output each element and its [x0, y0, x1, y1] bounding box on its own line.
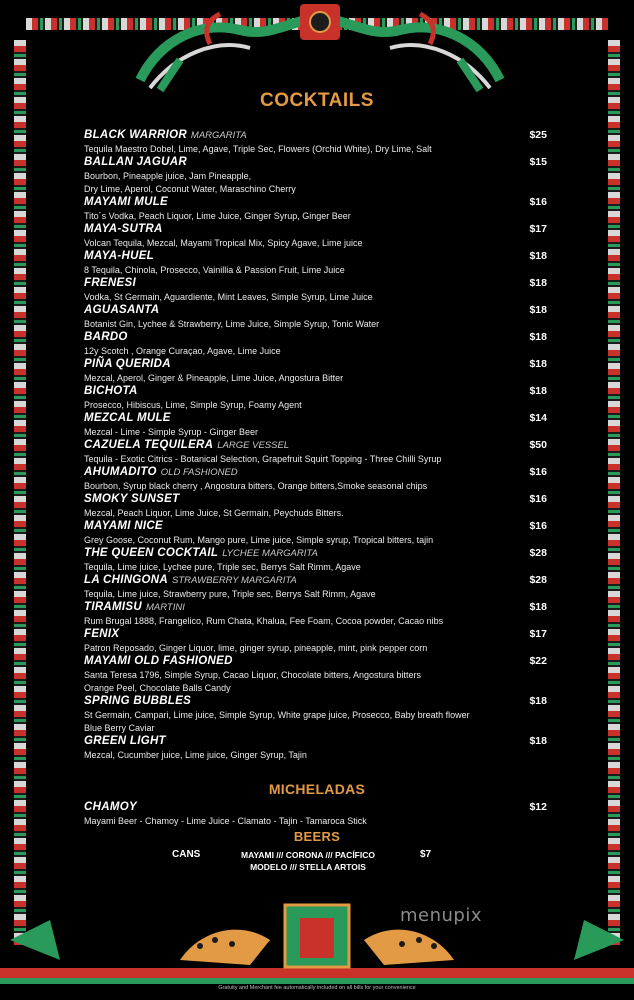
cans-label: CANS — [172, 849, 201, 860]
item-description: Tequila, Lime juice, Lychee pure, Triple sec, Berrys Salt Rimm, Agave — [84, 562, 361, 572]
item-description: Dry Lime, Aperol, Coconut Water, Maraschino Cherry — [84, 184, 296, 194]
menu-item — [84, 735, 547, 762]
menu-item — [84, 129, 547, 156]
item-description: Tequila, Lime juice, Strawberry pure, Triple sec, Berrys Salt Rimm, Agave — [84, 589, 376, 599]
item-name: THE QUEEN COCKTAIL — [84, 547, 219, 559]
menu-item — [84, 601, 547, 628]
item-name: MAYAMI NICE — [84, 520, 163, 532]
item-price: $22 — [529, 655, 547, 667]
item-name: CAZUELA TEQUILERA — [84, 439, 214, 451]
item-price: $15 — [529, 156, 547, 168]
item-name: MAYAMI OLD FASHIONED — [84, 655, 233, 667]
cans-price: $7 — [420, 849, 432, 860]
page-title: COCKTAILS — [260, 90, 374, 111]
item-price: $18 — [529, 601, 547, 613]
item-price: $16 — [529, 466, 547, 478]
menu-item — [84, 574, 547, 601]
cans-line-1: MAYAMI /// CORONA /// PACÍFICO — [241, 850, 375, 860]
item-price: $16 — [529, 196, 547, 208]
item-description: Bourbon, Pineapple juice, Jam Pineapple, — [84, 171, 252, 181]
menu-item — [84, 655, 547, 695]
item-description: Tequila - Exotic Citrics - Botanical Selection, Grapefruit Squirt Topping - Three Chilli Syrup — [84, 454, 442, 464]
item-style: MARTINI — [145, 602, 185, 613]
menu-item — [84, 277, 547, 304]
item-style: STRAWBERRY MARGARITA — [172, 575, 297, 586]
item-description: Mayami Beer - Chamoy - Lime Juice - Clamato - Tajin - Tamaroca Stick — [84, 816, 367, 826]
item-description: 12y Scotch , Orange Curaçao, Agave, Lime Juice — [84, 346, 281, 356]
menu-item — [84, 466, 547, 493]
right-border — [608, 40, 620, 945]
item-description: Santa Teresa 1796, Simple Syrup, Cacao Liquor, Chocolate bitters, Angostura bitters — [84, 670, 422, 680]
item-description: Rum Brugal 1888, Frangelico, Rum Chata, Khalua, Fee Foam, Cocoa powder, Cacao nibs — [84, 616, 444, 626]
item-name: GREEN LIGHT — [84, 735, 166, 747]
item-price: $16 — [529, 493, 547, 505]
item-name: MEZCAL MULE — [84, 412, 171, 424]
item-price: $17 — [529, 223, 547, 235]
menu-item — [84, 412, 547, 439]
micheladas-list — [84, 801, 547, 828]
item-name: BICHOTA — [84, 385, 138, 397]
item-name: BLACK WARRIOR — [84, 129, 187, 141]
item-name: LA CHINGONA — [84, 574, 169, 586]
cans-line-2: MODELO /// STELLA ARTOIS — [250, 862, 366, 872]
item-price: $28 — [529, 574, 547, 586]
item-description: Patron Reposado, Ginger Liquor, lime, ginger syrup, pineapple, mint, pink pepper corn — [84, 643, 428, 653]
item-description: Prosecco, Hibiscus, Lime, Simple Syrup, Foamy Agent — [84, 400, 302, 410]
item-price: $18 — [529, 331, 547, 343]
item-name: BARDO — [84, 331, 128, 343]
item-style: MARGARITA — [190, 130, 247, 141]
mayan-header-illustration — [120, 0, 520, 98]
item-price: $50 — [529, 439, 547, 451]
item-description: Mezcal, Aperol, Ginger & Pineapple, Lime Juice, Angostura Bitter — [84, 373, 344, 383]
item-description: 8 Tequila, Chinola, Prosecco, Vainillia & Passion Fruit, Lime Juice — [84, 265, 345, 275]
item-price: $18 — [529, 358, 547, 370]
item-name: SPRING BUBBLES — [84, 695, 192, 707]
item-price: $18 — [529, 277, 547, 289]
menu-item — [84, 520, 547, 547]
menupix-watermark: menupix — [400, 905, 483, 926]
item-price: $18 — [529, 304, 547, 316]
item-price: $18 — [529, 385, 547, 397]
beers-title: BEERS — [293, 829, 341, 844]
beers-row — [172, 849, 452, 875]
menu-item — [84, 223, 547, 250]
item-description: Mezcal, Peach Liquor, Lime Juice, St Germain, Peychuds Bitters. — [84, 508, 344, 518]
item-price: $14 — [529, 412, 547, 424]
menu-item — [84, 196, 547, 223]
item-description: Mezcal - Lime - Simple Syrup - Ginger Beer — [84, 427, 259, 437]
menu-item — [84, 547, 547, 574]
item-description: Tequila Maestro Dobel, Lime, Agave, Triple Sec, Flowers (Orchid White), Dry Lime, Salt — [84, 144, 432, 154]
menu-item — [84, 358, 547, 385]
item-style: OLD FASHIONED — [160, 467, 238, 478]
menu-item — [84, 801, 547, 828]
item-price: $18 — [529, 695, 547, 707]
item-price: $25 — [529, 129, 547, 141]
menu-item — [84, 493, 547, 520]
item-name: MAYA-HUEL — [84, 250, 154, 262]
item-name: AGUASANTA — [84, 304, 160, 316]
item-description: St Germain, Campari, Lime juice, Simple Syrup, White grape juice, Prosecco, Baby breath flower — [84, 710, 470, 720]
menu-item — [84, 156, 547, 196]
item-description: Volcan Tequila, Mezcal, Mayami Tropical Mix, Spicy Agave, Lime juice — [84, 238, 363, 248]
menu-item — [84, 628, 547, 655]
micheladas-title: MICHELADAS — [268, 781, 366, 797]
menu-item — [84, 250, 547, 277]
item-name: CHAMOY — [84, 801, 137, 813]
item-price: $18 — [529, 735, 547, 747]
item-name: PIÑA QUERIDA — [84, 358, 171, 370]
menu-item — [84, 304, 547, 331]
item-style: LARGE VESSEL — [217, 440, 290, 451]
item-price: $17 — [529, 628, 547, 640]
menu-item — [84, 331, 547, 358]
item-name: MAYA-SUTRA — [84, 223, 163, 235]
item-name: AHUMADITO — [84, 466, 157, 478]
item-description: Mezcal, Cucumber juice, Lime juice, Ginger Syrup, Tajin — [84, 750, 307, 760]
cans-list — [228, 849, 388, 873]
item-price: $18 — [529, 250, 547, 262]
item-price: $28 — [529, 547, 547, 559]
menu-item — [84, 385, 547, 412]
jaguar-footer-illustration — [0, 890, 634, 990]
gratuity-note: Gratuity and Merchant fee automatically included on all bills for your convenience — [218, 985, 416, 991]
item-name: FENIX — [84, 628, 120, 640]
item-name: MAYAMI MULE — [84, 196, 169, 208]
item-description: Bourbon, Syrup black cherry , Angostura bitters, Orange bitters,Smoke seasonal chips — [84, 481, 428, 491]
left-border — [14, 40, 26, 945]
item-style: LYCHEE MARGARITA — [222, 548, 318, 559]
item-name: FRENESI — [84, 277, 136, 289]
item-description: Tito´s Vodka, Peach Liquor, Lime Juice, Ginger Syrup, Ginger Beer — [84, 211, 351, 221]
item-description: Blue Berry Caviar — [84, 723, 155, 733]
cocktail-list — [84, 129, 547, 762]
item-name: SMOKY SUNSET — [84, 493, 180, 505]
item-price: $16 — [529, 520, 547, 532]
menu-item — [84, 695, 547, 735]
item-description: Vodka, St Germain, Aguardiente, Mint Leaves, Simple Syrup, Lime Juice — [84, 292, 373, 302]
item-description: Orange Peel, Chocolate Balls Candy — [84, 683, 231, 693]
item-name: BALLAN JAGUAR — [84, 156, 187, 168]
menu-item — [84, 439, 547, 466]
item-name: TIRAMISU — [84, 601, 142, 613]
item-description: Grey Goose, Coconut Rum, Mango pure, Lime juice, Simple syrup, Tropical bitters, tajin — [84, 535, 434, 545]
item-price: $12 — [529, 801, 547, 813]
item-description: Botanist Gin, Lychee & Strawberry, Lime Juice, Simple Syrup, Tonic Water — [84, 319, 380, 329]
